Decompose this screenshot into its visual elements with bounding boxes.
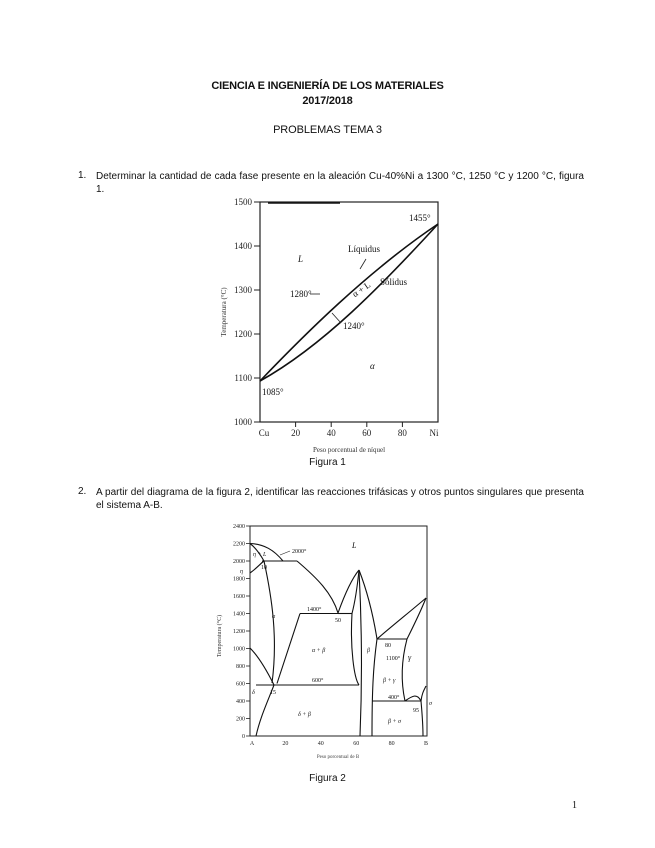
fig2-xlabel: Peso porcentual de B [316, 755, 360, 760]
fig2-ytick: 1800 [233, 576, 245, 583]
fig2-ytick: 2000 [233, 559, 245, 565]
fig2-ylabel: Temperatura (°C) [217, 614, 223, 658]
fig2-alpha-right-lower [277, 614, 300, 684]
question-1-number: 1. [78, 170, 87, 181]
fig1-xtick: 60 [362, 428, 372, 438]
fig2-label-50: 50 [335, 618, 341, 624]
question-2-text: A partir del diagrama de la figura 2, identificar las reacciones trifásicas y otros puntos singulares que presenta el sistema A-B. [96, 487, 584, 511]
fig2-label-beta-gamma: β + γ [383, 678, 396, 684]
fig1-label-alpha-L: α + L [350, 279, 373, 300]
fig2-liquidus-right-down [359, 570, 377, 639]
question-2-number: 2. [78, 486, 87, 497]
fig1-label-liquidus: Líquidus [348, 244, 381, 254]
fig2-xtick: 40 [317, 741, 324, 747]
fig2-beta-left [359, 570, 361, 736]
doc-subtitle: PROBLEMAS TEMA 3 [273, 124, 382, 136]
fig2-liquidus-mid [297, 561, 338, 613]
fig1-ytick: 1300 [234, 285, 252, 295]
fig1-ytick: 1100 [234, 373, 252, 383]
question-1-text: Determinar la cantidad de cada fase presente en la aleación Cu-40%Ni a 1300 °C, 1250 °C y 1200 °C, figura 1. [96, 171, 584, 195]
fig2-gamma-left [402, 639, 407, 701]
fig1-label-1085: 1085° [262, 387, 284, 397]
fig2-label-15: 15 [270, 690, 276, 696]
fig2-delta-boundary [250, 648, 274, 685]
fig1-label-1455: 1455° [409, 213, 431, 223]
figure-2-phase-diagram [212, 518, 440, 763]
fig2-beta-right [372, 639, 377, 736]
fig2-ytick: 600 [236, 681, 245, 688]
fig1-ylabel: Temperatura (°C) [220, 287, 228, 337]
fig2-label-1100: 1100° [386, 656, 401, 662]
fig2-label-beta-sigma: β + σ [388, 719, 401, 725]
fig1-xtick: Ni [429, 428, 439, 438]
fig2-label-alpha-beta: α + β [312, 648, 326, 654]
figure-1-caption: Figura 1 [309, 457, 346, 468]
fig2-ytick: 2200 [233, 541, 245, 548]
page-number: 1 [572, 800, 577, 811]
fig1-frame [260, 202, 438, 422]
fig2-label-80: 80 [385, 643, 391, 649]
fig2-ytick: 1600 [233, 594, 245, 600]
fig2-ytick: 400 [236, 699, 245, 705]
fig1-ytick: 1400 [234, 241, 252, 251]
fig2-xtick: 80 [388, 741, 395, 747]
fig2-label-beta: β [367, 648, 370, 654]
fig1-xtick: 20 [291, 428, 301, 438]
fig1-xlabel: Peso porcentual de níquel [312, 446, 386, 454]
fig2-label-1400: 1400° [307, 607, 322, 613]
fig2-ytick: 200 [236, 716, 245, 723]
fig2-label-400: 400° [388, 695, 400, 701]
fig2-label-gamma: γ [408, 653, 412, 662]
fig2-xtick: 60 [353, 741, 360, 747]
fig1-ytick: 1000 [234, 417, 252, 427]
fig1-label-1280: 1280° [290, 289, 312, 299]
fig1-ytick: 1500 [234, 197, 252, 207]
fig2-xtick: 20 [282, 741, 289, 747]
fig1-label-1240: 1240° [343, 321, 365, 331]
doc-year: 2017/2018 [302, 95, 353, 107]
fig2-ytick: 1200 [233, 629, 245, 635]
fig2-xtick: B [423, 741, 429, 747]
fig1-xtick: Cu [258, 428, 270, 438]
fig2-ytick: 0 [242, 734, 245, 740]
fig2-ytick: 1000 [233, 646, 245, 653]
fig2-ytick: 800 [236, 664, 245, 670]
fig2-label-600: 600° [312, 678, 324, 684]
fig1-label-alpha: α [370, 361, 375, 371]
fig2-label-2000: 2000° [292, 549, 307, 555]
fig2-label-eta-L: η + L [253, 552, 267, 558]
fig2-xtick: A [249, 741, 255, 747]
fig2-label-eta: η [240, 569, 243, 575]
fig1-ytick: 1200 [234, 329, 252, 339]
fig2-frame [250, 526, 427, 736]
fig2-ytick: 1400 [233, 611, 245, 618]
fig1-label-solidus: Sólidus [380, 277, 408, 287]
fig2-label-delta: δ [252, 690, 255, 696]
figure-2-caption: Figura 2 [309, 773, 346, 784]
fig2-ytick: 2400 [233, 524, 245, 530]
fig2-label-sigma: σ [429, 701, 432, 707]
fig1-label-L: L [298, 254, 304, 264]
fig2-label-95: 95 [413, 708, 419, 714]
fig1-xtick: 80 [397, 428, 407, 438]
figure-1-phase-diagram [208, 196, 458, 458]
fig2-label-10: 10 [261, 565, 267, 571]
fig2-liquidus-right [377, 598, 426, 639]
fig2-label-alpha: α [272, 614, 276, 620]
fig2-alpha-left [264, 561, 274, 683]
doc-title: CIENCIA E INGENIERÍA DE LOS MATERIALES [211, 80, 444, 92]
fig2-label-delta-beta: δ + β [298, 712, 311, 718]
fig1-xtick: 40 [326, 428, 336, 438]
fig2-label-L: L [352, 541, 357, 550]
